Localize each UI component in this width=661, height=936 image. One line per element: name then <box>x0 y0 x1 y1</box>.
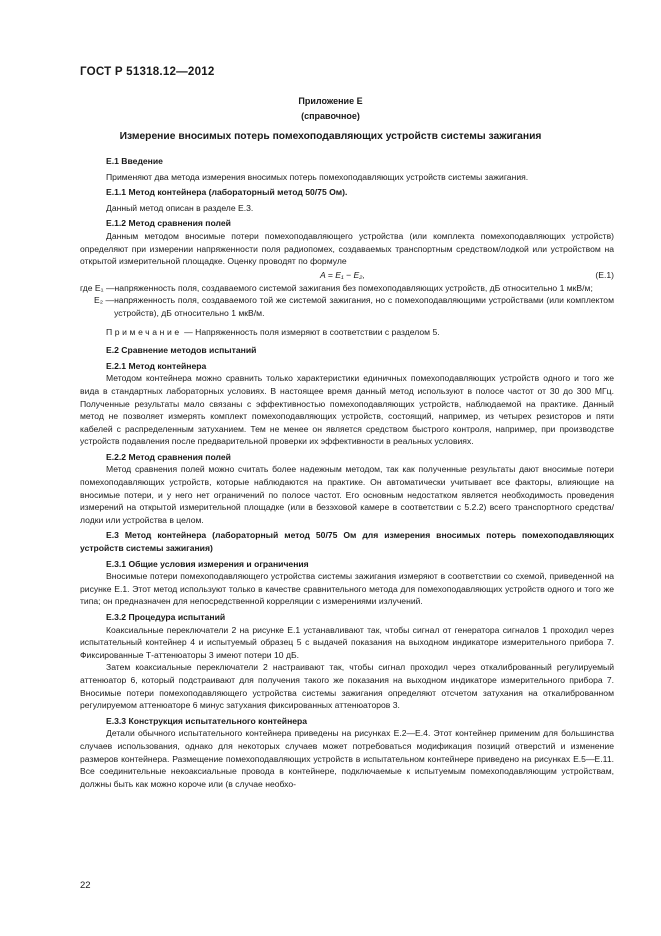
definition-e1 <box>80 282 614 295</box>
section-heading: Е.3 Метод контейнера (лабораторный метод 50/75 Ом для измерения вносимых потерь помехоподавляющих устройств системы зажигания) <box>80 530 614 554</box>
paragraph: Вносимые потери помехоподавляющего устройства системы зажигания измеряют в соответствии со схемой, приведенной на рисунке Е.1. Этот метод используют только в качестве сравнительного метода для помехоподавляющих устройств одного и того же типа; он предназначен для непосредственной корреляции с измерениями излучений. <box>80 571 614 607</box>
annex-heading <box>0 94 661 123</box>
document-header: ГОСТ Р 51318.12—2012 <box>80 65 215 78</box>
definition-text: напряженность поля, создаваемого системой зажигания без помехоподавляющих устройств, дБ относительно 1 мкВ/м; <box>114 282 593 293</box>
section-heading: Е.2.1 Метод контейнера <box>106 360 207 371</box>
section-heading: Е.2.2 Метод сравнения полей <box>106 451 231 462</box>
definition-e2 <box>94 294 614 319</box>
definition-term: E₂ — <box>94 295 115 306</box>
paragraph: Детали обычного испытательного контейнера приведены на рисунках Е.2—Е.4. Этот контейнер применим для большинства случаев использования, однако для некоторых случаев может потребоваться модификация позиций отверстий и изменение размеров контейнера. Размещение помехоподавляющих устройств в испытательном контейнере приведено на рисунках Е.5—Е.11. Все соединительные некоаксиальные провода в контейнере, подключаемые к испытуемым помехоподавляющим устройствам, должны быть как можно короче или (в случае необхо- <box>80 728 614 789</box>
document-body <box>80 155 614 790</box>
paragraph: Данным методом вносимые потери помехоподавляющего устройства (или комплекта помехоподавляющих устройств) определяют при измерении напряженности поля радиопомех, создаваемых транспортным средством/лодкой или устройством на открытой измерительной площадке. Оценку проводят по формуле <box>80 230 614 267</box>
section-heading: Е.3.3 Конструкция испытательного контейнера <box>106 715 308 726</box>
annex-label: Приложение Е <box>298 96 363 106</box>
note <box>80 326 614 339</box>
section-heading: Е.2 Сравнение методов испытаний <box>106 345 257 356</box>
paragraph: Метод сравнения полей можно считать более надежным методом, так как полученные результаты дают вносимые потери помехоподавляющих устройств, которые наблюдаются на практике. Он автоматически учитывает все факторы, влияющие на вносимые потери, и у него нет ограничений по полосе частот. Его основным недостатком является необходимость проведения измерений на открытой измерительной площадке (или в безэховой камере в соответствии с 5.2.2) всего транспортного средства/лодки или устройства в целом. <box>80 464 614 525</box>
section-heading: Е.1.2 Метод сравнения полей <box>106 218 231 229</box>
formula-number: (Е.1) <box>595 269 614 280</box>
note-label: Примечание <box>106 326 182 337</box>
note-text: — Напряженность поля измеряют в соответствии с разделом 5. <box>181 326 440 337</box>
paragraph: Данный метод описан в разделе Е.3. <box>106 202 254 213</box>
formula <box>80 269 614 282</box>
section-heading: Е.3.1 Общие условия измерения и ограничения <box>106 558 309 569</box>
annex-status: (справочное) <box>301 110 360 121</box>
section-heading: Е.1 Введение <box>106 156 163 166</box>
formula-expression: A = E₁ − E₂, <box>320 269 365 280</box>
paragraph: Применяют два метода измерения вносимых потерь помехоподавляющих устройств системы зажигания. <box>106 171 529 182</box>
definition-text: напряженность поля, создаваемого той же системой зажигания, но с помехоподавляющими устройствами (или комплектом устройств), дБ относительно 1 мкВ/м. <box>114 295 614 318</box>
section-heading: Е.3.2 Процедура испытаний <box>106 612 226 622</box>
page-number: 22 <box>80 880 91 891</box>
paragraph: Коаксиальные переключатели 2 на рисунке Е.1 устанавливают так, чтобы сигнал от генератора сигналов 1 проходил через испытательный контейнер 4 и испытуемый образец 5 с выдачей показания на выходном индикаторе измерительного прибора 7. Фиксированные Т-аттенюаторы 3 имеют потери 10 дБ. <box>80 624 614 660</box>
paragraph: Методом контейнера можно сравнить только характеристики единичных помехоподавляющих устройств одного и того же вида в стандартных лабораторных условиях. В настоящее время данный метод используют в полосе частот от 30 до 300 МГц. Полученные результаты мало связаны с эффективностью помехоподавляющих устройств, наблюдаемой на практике. Данный метод не позволяет измерять комплект помехоподавляющих устройств, состоящий, например, из четырех резисторов и пяти кабелей с распределенным затуханием. Тем не менее он является средством быстрого контроля, например, при производстве устройств подавления после предварительной проверки их эффективности в реальных условиях. <box>80 373 614 447</box>
definition-term: где E₁ — <box>80 282 115 293</box>
paragraph: Затем коаксиальные переключатели 2 настраивают так, чтобы сигнал проходил через откалиброванный регулируемый аттенюатор 6, который подстраивают для получения такого же показания на выходном индикаторе измерительного прибора 7. Вносимые потери помехоподавляющего устройства системы зажигания определяют отсчетом затухания на откалиброванном регулируемом аттенюаторе 6 минус затухания фиксированных аттенюаторов 3. <box>80 662 614 711</box>
section-heading: Е.1.1 Метод контейнера (лабораторный метод 50/75 Ом). <box>106 187 348 198</box>
annex-title: Измерение вносимых потерь помехоподавляющих устройств системы зажигания <box>119 131 542 142</box>
